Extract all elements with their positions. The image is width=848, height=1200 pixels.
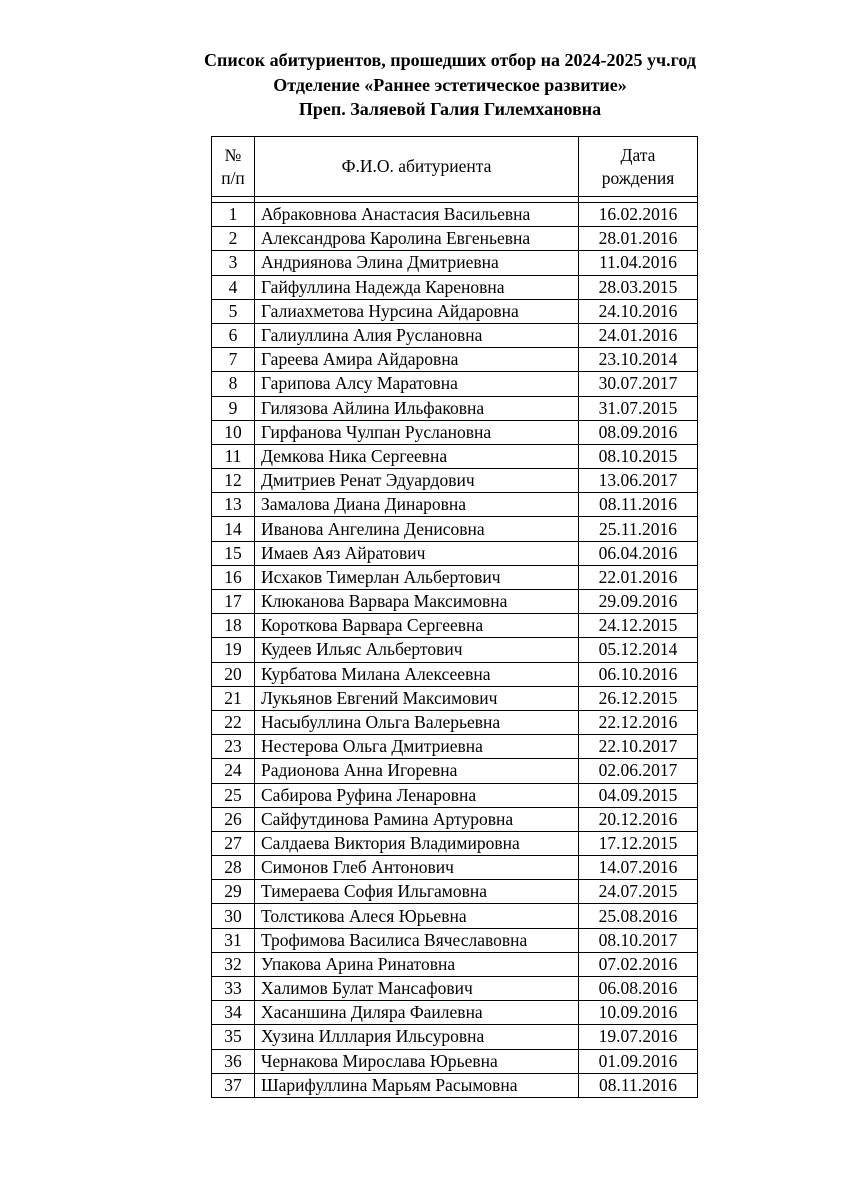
applicant-name: Толстикова Алеся Юрьевна <box>255 904 579 928</box>
row-number: 11 <box>212 444 255 468</box>
applicant-name: Гайфуллина Надежда Кареновна <box>255 275 579 299</box>
document-header <box>0 48 848 122</box>
header-number-line2: п/п <box>221 167 245 188</box>
table-row <box>212 348 698 372</box>
row-number: 1 <box>212 203 255 227</box>
applicant-name: Хузина Илллария Ильсуровна <box>255 1025 579 1049</box>
table-row <box>212 396 698 420</box>
birth-date: 17.12.2015 <box>579 831 698 855</box>
birth-date: 31.07.2015 <box>579 396 698 420</box>
table-row <box>212 590 698 614</box>
table-row <box>212 928 698 952</box>
birth-date: 19.07.2016 <box>579 1025 698 1049</box>
table-row <box>212 372 698 396</box>
applicant-name: Чернакова Мирослава Юрьевна <box>255 1049 579 1073</box>
birth-date: 24.07.2015 <box>579 880 698 904</box>
document-title: Список абитуриентов, прошедших отбор на 2024-2025 уч.год <box>204 50 696 70</box>
applicant-name: Дмитриев Ренат Эдуардович <box>255 469 579 493</box>
applicant-name: Гареева Амира Айдаровна <box>255 348 579 372</box>
birth-date: 20.12.2016 <box>579 807 698 831</box>
applicant-name: Радионова Анна Игоревна <box>255 759 579 783</box>
applicant-name: Александрова Каролина Евгеньевна <box>255 227 579 251</box>
birth-date: 06.10.2016 <box>579 662 698 686</box>
row-number: 5 <box>212 299 255 323</box>
row-number: 16 <box>212 565 255 589</box>
table-row <box>212 444 698 468</box>
table-row <box>212 541 698 565</box>
birth-date: 22.01.2016 <box>579 565 698 589</box>
birth-date: 22.12.2016 <box>579 710 698 734</box>
applicant-name: Сабирова Руфина Ленаровна <box>255 783 579 807</box>
table-row <box>212 251 698 275</box>
birth-date: 08.11.2016 <box>579 493 698 517</box>
applicant-name: Тимераева София Ильгамовна <box>255 880 579 904</box>
birth-date: 29.09.2016 <box>579 590 698 614</box>
birth-date: 05.12.2014 <box>579 638 698 662</box>
row-number: 32 <box>212 952 255 976</box>
birth-date: 16.02.2016 <box>579 203 698 227</box>
birth-date: 04.09.2015 <box>579 783 698 807</box>
row-number: 27 <box>212 831 255 855</box>
applicant-name: Сайфутдинова Рамина Артуровна <box>255 807 579 831</box>
table-row <box>212 977 698 1001</box>
row-number: 36 <box>212 1049 255 1073</box>
row-number: 26 <box>212 807 255 831</box>
row-number: 30 <box>212 904 255 928</box>
applicants-table <box>211 136 698 1098</box>
table-row <box>212 952 698 976</box>
row-number: 29 <box>212 880 255 904</box>
applicant-name: Гилязова Айлина Ильфаковна <box>255 396 579 420</box>
row-number: 34 <box>212 1001 255 1025</box>
table-row <box>212 686 698 710</box>
birth-date: 06.08.2016 <box>579 977 698 1001</box>
applicant-name: Галиахметова Нурсина Айдаровна <box>255 299 579 323</box>
applicant-name: Гарипова Алсу Маратовна <box>255 372 579 396</box>
applicant-name: Симонов Глеб Антонович <box>255 856 579 880</box>
table-row <box>212 565 698 589</box>
table-row <box>212 275 698 299</box>
applicant-name: Гирфанова Чулпан Руслановна <box>255 420 579 444</box>
table-row <box>212 856 698 880</box>
table-row <box>212 323 698 347</box>
applicant-name: Замалова Диана Динаровна <box>255 493 579 517</box>
table-row <box>212 517 698 541</box>
birth-date: 13.06.2017 <box>579 469 698 493</box>
applicant-name: Лукьянов Евгений Максимович <box>255 686 579 710</box>
table-row <box>212 759 698 783</box>
row-number: 22 <box>212 710 255 734</box>
applicant-name: Нестерова Ольга Дмитриевна <box>255 735 579 759</box>
birth-date: 28.01.2016 <box>579 227 698 251</box>
birth-date: 06.04.2016 <box>579 541 698 565</box>
row-number: 7 <box>212 348 255 372</box>
header-number-line1: № <box>224 144 242 165</box>
header-birthdate <box>579 137 698 197</box>
table-row <box>212 614 698 638</box>
applicant-name: Галиуллина Алия Руслановна <box>255 323 579 347</box>
row-number: 8 <box>212 372 255 396</box>
applicant-name: Курбатова Милана Алексеевна <box>255 662 579 686</box>
birth-date: 22.10.2017 <box>579 735 698 759</box>
applicant-name: Трофимова Василиса Вячеславовна <box>255 928 579 952</box>
birth-date: 24.10.2016 <box>579 299 698 323</box>
row-number: 33 <box>212 977 255 1001</box>
header-date-line2: рождения <box>601 167 675 188</box>
table-body <box>212 203 698 1098</box>
table-row <box>212 710 698 734</box>
row-number: 10 <box>212 420 255 444</box>
table-row <box>212 1049 698 1073</box>
row-number: 13 <box>212 493 255 517</box>
applicant-name: Халимов Булат Мансафович <box>255 977 579 1001</box>
row-number: 37 <box>212 1073 255 1097</box>
header-name: Ф.И.О. абитуриента <box>255 137 579 197</box>
applicant-name: Иванова Ангелина Денисовна <box>255 517 579 541</box>
table-row <box>212 638 698 662</box>
row-number: 35 <box>212 1025 255 1049</box>
applicant-name: Шарифуллина Марьям Расымовна <box>255 1073 579 1097</box>
birth-date: 10.09.2016 <box>579 1001 698 1025</box>
birth-date: 14.07.2016 <box>579 856 698 880</box>
row-number: 9 <box>212 396 255 420</box>
row-number: 17 <box>212 590 255 614</box>
row-number: 14 <box>212 517 255 541</box>
header-number <box>212 137 255 197</box>
applicant-name: Упакова Арина Ринатовна <box>255 952 579 976</box>
header-date-line1: Дата <box>620 144 656 165</box>
table-row <box>212 469 698 493</box>
table-row <box>212 227 698 251</box>
row-number: 19 <box>212 638 255 662</box>
birth-date: 28.03.2015 <box>579 275 698 299</box>
applicant-name: Салдаева Виктория Владимировна <box>255 831 579 855</box>
table-row <box>212 203 698 227</box>
birth-date: 25.08.2016 <box>579 904 698 928</box>
row-number: 21 <box>212 686 255 710</box>
applicant-name: Демкова Ника Сергеевна <box>255 444 579 468</box>
birth-date: 01.09.2016 <box>579 1049 698 1073</box>
applicant-name: Имаев Аяз Айратович <box>255 541 579 565</box>
table-header-row <box>212 137 698 197</box>
birth-date: 24.01.2016 <box>579 323 698 347</box>
row-number: 20 <box>212 662 255 686</box>
applicant-name: Исхаков Тимерлан Альбертович <box>255 565 579 589</box>
birth-date: 08.11.2016 <box>579 1073 698 1097</box>
table-row <box>212 831 698 855</box>
row-number: 2 <box>212 227 255 251</box>
department-line: Отделение «Раннее эстетическое развитие» <box>273 74 627 95</box>
row-number: 4 <box>212 275 255 299</box>
row-number: 3 <box>212 251 255 275</box>
table-row <box>212 493 698 517</box>
table-row <box>212 1001 698 1025</box>
applicant-name: Кудеев Ильяс Альбертович <box>255 638 579 662</box>
applicant-name: Клюканова Варвара Максимовна <box>255 590 579 614</box>
birth-date: 26.12.2015 <box>579 686 698 710</box>
table-row <box>212 783 698 807</box>
birth-date: 30.07.2017 <box>579 372 698 396</box>
table-row <box>212 1025 698 1049</box>
table-row <box>212 807 698 831</box>
row-number: 12 <box>212 469 255 493</box>
birth-date: 08.09.2016 <box>579 420 698 444</box>
birth-date: 02.06.2017 <box>579 759 698 783</box>
applicant-name: Короткова Варвара Сергеевна <box>255 614 579 638</box>
applicant-name: Абраковнова Анастасия Васильевна <box>255 203 579 227</box>
applicant-name: Насыбуллина Ольга Валерьевна <box>255 710 579 734</box>
teacher-line: Преп. Заляевой Галия Гилемхановна <box>298 99 602 119</box>
table-row <box>212 880 698 904</box>
table-row <box>212 1073 698 1097</box>
row-number: 28 <box>212 856 255 880</box>
table-row <box>212 662 698 686</box>
row-number: 15 <box>212 541 255 565</box>
row-number: 24 <box>212 759 255 783</box>
birth-date: 25.11.2016 <box>579 517 698 541</box>
table-row <box>212 735 698 759</box>
birth-date: 07.02.2016 <box>579 952 698 976</box>
row-number: 25 <box>212 783 255 807</box>
applicant-name: Андриянова Элина Дмитриевна <box>255 251 579 275</box>
row-number: 31 <box>212 928 255 952</box>
birth-date: 11.04.2016 <box>579 251 698 275</box>
birth-date: 23.10.2014 <box>579 348 698 372</box>
table-row <box>212 299 698 323</box>
birth-date: 08.10.2015 <box>579 444 698 468</box>
row-number: 6 <box>212 323 255 347</box>
row-number: 23 <box>212 735 255 759</box>
applicant-name: Хасаншина Диляра Фаилевна <box>255 1001 579 1025</box>
birth-date: 08.10.2017 <box>579 928 698 952</box>
table-row <box>212 420 698 444</box>
birth-date: 24.12.2015 <box>579 614 698 638</box>
row-number: 18 <box>212 614 255 638</box>
table-row <box>212 904 698 928</box>
